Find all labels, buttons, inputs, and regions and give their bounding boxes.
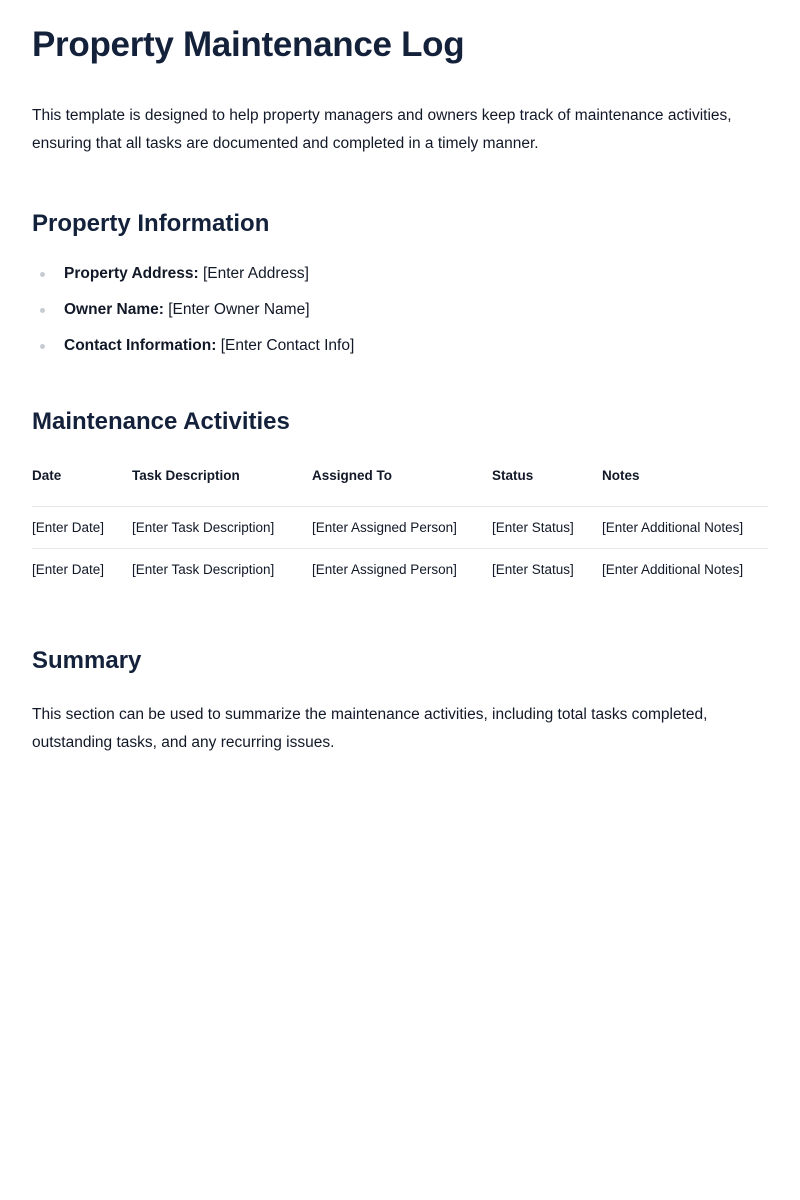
cell-task-description: [Enter Task Description] <box>132 549 312 591</box>
cell-status: [Enter Status] <box>492 549 602 591</box>
contact-info-value: [Enter Contact Info] <box>216 337 355 354</box>
owner-name-value: [Enter Owner Name] <box>163 301 310 318</box>
column-header-assigned-to: Assigned To <box>312 468 393 483</box>
maintenance-table <box>32 466 768 590</box>
list-item-contact-info <box>32 334 768 358</box>
property-info-heading: Property Information <box>32 210 270 237</box>
cell-notes: [Enter Additional Notes] <box>602 549 768 591</box>
column-header-task-description: Task Description <box>132 468 240 483</box>
bullet-icon <box>40 272 45 277</box>
bullet-icon <box>40 344 45 349</box>
column-header-status: Status <box>492 468 534 483</box>
column-header-notes: Notes <box>602 468 640 483</box>
cell-notes: [Enter Additional Notes] <box>602 507 768 549</box>
intro-paragraph: This template is designed to help property managers and owners keep track of maintenance activities, ensuring that all tasks are documented and completed in a timely manner. <box>32 107 732 152</box>
table-header-row <box>32 466 768 507</box>
cell-task-description: [Enter Task Description] <box>132 507 312 549</box>
summary-heading: Summary <box>32 647 142 674</box>
cell-date: [Enter Date] <box>32 507 132 549</box>
list-item-owner-name <box>32 298 768 322</box>
cell-assigned-to: [Enter Assigned Person] <box>312 507 492 549</box>
property-address-value: [Enter Address] <box>198 265 309 282</box>
cell-assigned-to: [Enter Assigned Person] <box>312 549 492 591</box>
cell-status: [Enter Status] <box>492 507 602 549</box>
owner-name-label: Owner Name: <box>64 301 164 318</box>
table-row <box>32 507 768 549</box>
property-info-list <box>32 262 768 358</box>
contact-info-label: Contact Information: <box>64 337 217 354</box>
column-header-date: Date <box>32 468 62 483</box>
table-row <box>32 549 768 591</box>
property-address-label: Property Address: <box>64 265 199 282</box>
list-item-property-address <box>32 262 768 286</box>
cell-date: [Enter Date] <box>32 549 132 591</box>
summary-paragraph: This section can be used to summarize the maintenance activities, including total tasks completed, outstanding tasks, and any recurring issues. <box>32 706 708 751</box>
bullet-icon <box>40 308 45 313</box>
page-title: Property Maintenance Log <box>32 25 465 64</box>
activities-heading: Maintenance Activities <box>32 408 290 435</box>
